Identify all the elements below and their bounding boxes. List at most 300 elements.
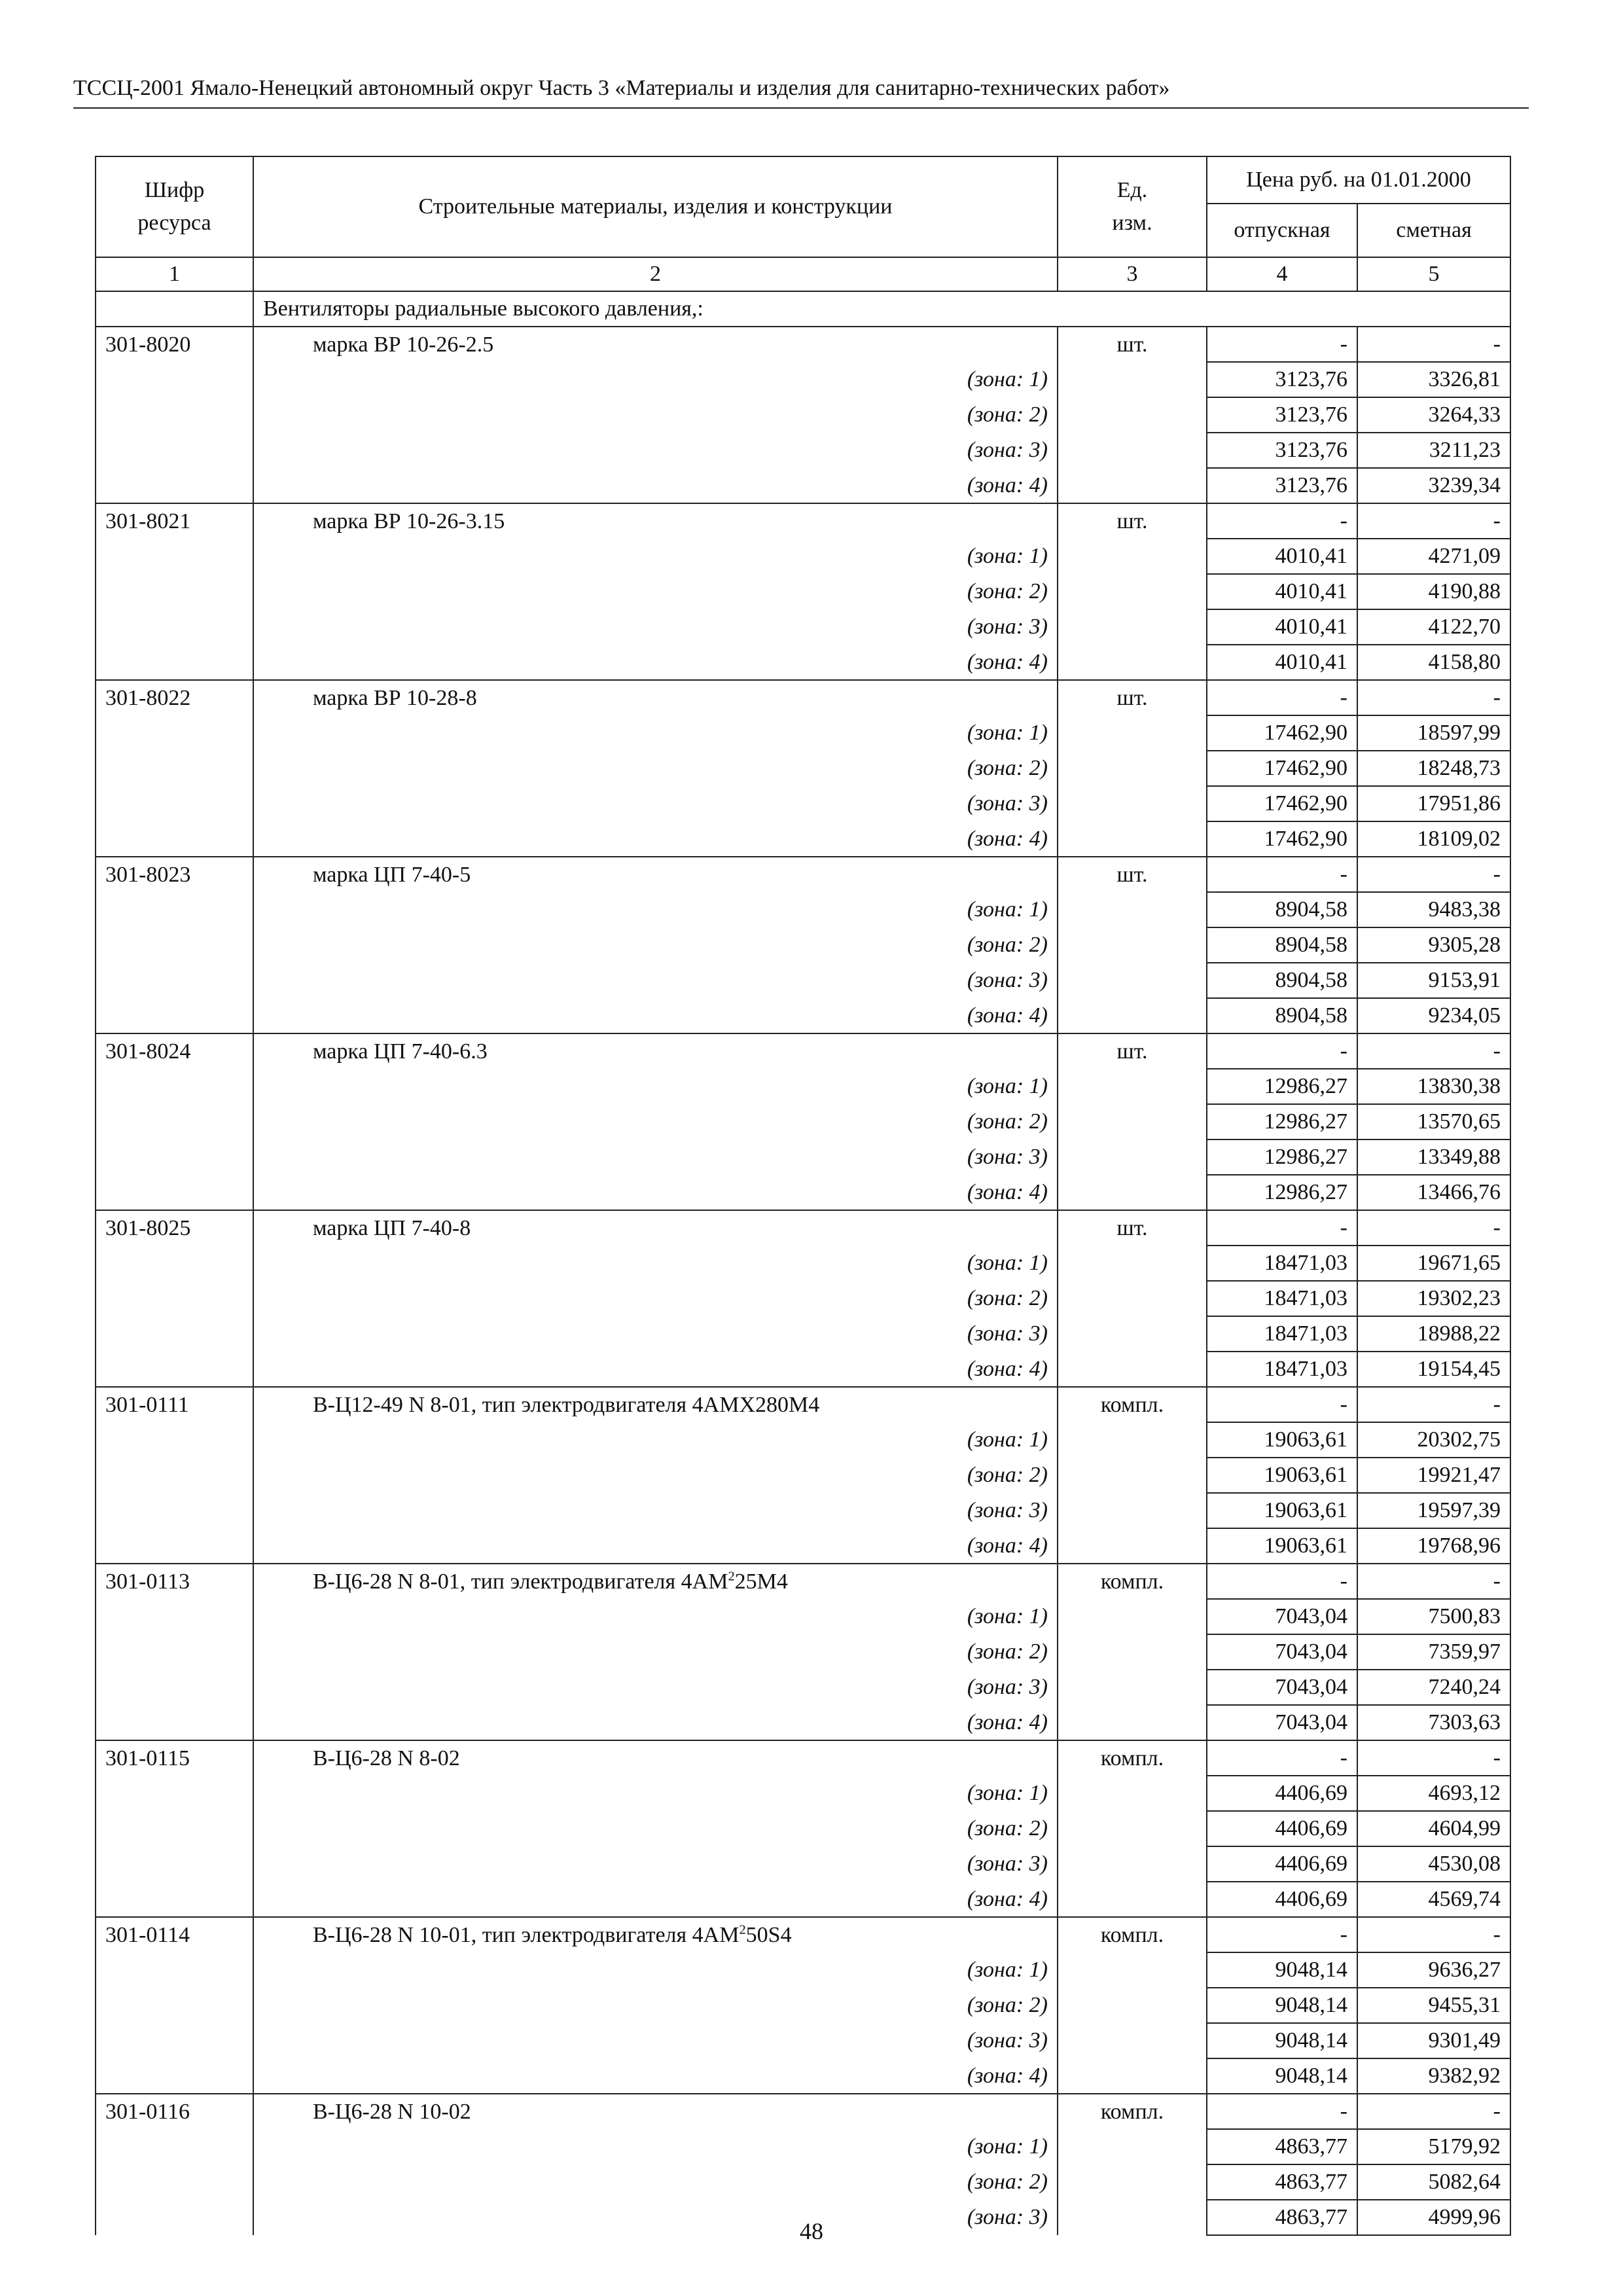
header-code <box>96 156 253 257</box>
zone-estimate-price: 13349,88 <box>1357 1139 1510 1175</box>
zone-code-cell <box>96 1352 253 1387</box>
release-price: - <box>1207 857 1357 892</box>
zone-code-cell <box>96 1705 253 1740</box>
zone-row <box>96 1139 1510 1175</box>
zone-code-cell <box>96 1952 253 1988</box>
zone-estimate-price: 4999,96 <box>1357 2200 1510 2235</box>
item-row <box>96 1740 1510 1776</box>
zone-row <box>96 998 1510 1033</box>
zone-release-price: 17462,90 <box>1207 751 1357 786</box>
price-table <box>95 156 1511 2236</box>
zone-release-price: 8904,58 <box>1207 892 1357 927</box>
zone-code-cell <box>96 2058 253 2094</box>
zone-row <box>96 1882 1510 1917</box>
zone-code-cell <box>96 1281 253 1316</box>
zone-estimate-price: 5179,92 <box>1357 2129 1510 2164</box>
zone-row <box>96 927 1510 963</box>
estimate-price: - <box>1357 1740 1510 1776</box>
zone-code-cell <box>96 2129 253 2164</box>
zone-release-price: 4863,77 <box>1207 2129 1357 2164</box>
zone-release-price: 12986,27 <box>1207 1175 1357 1210</box>
item-row <box>96 857 1510 892</box>
zone-release-price: 17462,90 <box>1207 715 1357 751</box>
zone-code-cell <box>96 1422 253 1458</box>
resource-code: 301-8023 <box>96 857 253 892</box>
zone-label: (зона: 2) <box>253 927 1058 963</box>
material-name <box>253 1917 1058 1952</box>
zone-row <box>96 645 1510 680</box>
release-price: - <box>1207 1387 1357 1422</box>
zone-estimate-price: 18597,99 <box>1357 715 1510 751</box>
unit: компл. <box>1058 1917 1207 1952</box>
zone-code-cell <box>96 574 253 609</box>
header-rule <box>73 107 1529 109</box>
zone-release-price: 9048,14 <box>1207 1952 1357 1988</box>
material-name: марка ВР 10-26-3.15 <box>253 503 1058 539</box>
zone-release-price: 9048,14 <box>1207 2023 1357 2058</box>
zone-row <box>96 1811 1510 1846</box>
zone-unit-cell <box>1058 751 1207 786</box>
zone-estimate-price: 18248,73 <box>1357 751 1510 786</box>
zone-release-price: 9048,14 <box>1207 2058 1357 2094</box>
column-number: 3 <box>1058 257 1207 291</box>
zone-unit-cell <box>1058 821 1207 857</box>
zone-estimate-price: 9636,27 <box>1357 1952 1510 1988</box>
header-estimate-price: сметная <box>1357 204 1510 257</box>
material-name-superscript: 2 <box>739 1922 746 1937</box>
zone-unit-cell <box>1058 1882 1207 1917</box>
zone-row <box>96 433 1510 468</box>
zone-label: (зона: 3) <box>253 433 1058 468</box>
zone-estimate-price: 9483,38 <box>1357 892 1510 927</box>
header-release-price: отпускная <box>1207 204 1357 257</box>
zone-label: (зона: 2) <box>253 397 1058 433</box>
item-row <box>96 503 1510 539</box>
zone-release-price: 4010,41 <box>1207 574 1357 609</box>
resource-code: 301-0111 <box>96 1387 253 1422</box>
zone-release-price: 12986,27 <box>1207 1139 1357 1175</box>
material-name: марка ВР 10-28-8 <box>253 680 1058 715</box>
zone-unit-cell <box>1058 1104 1207 1139</box>
table-body <box>96 291 1510 2235</box>
zone-label: (зона: 2) <box>253 1281 1058 1316</box>
release-price: - <box>1207 1033 1357 1069</box>
group-code-cell <box>96 291 253 327</box>
zone-unit-cell <box>1058 1175 1207 1210</box>
zone-release-price: 8904,58 <box>1207 998 1357 1033</box>
zone-row <box>96 1634 1510 1670</box>
material-name-part: В-Ц6-28 N 10-01, тип электродвигателя 4АМ <box>313 1922 740 1947</box>
release-price: - <box>1207 503 1357 539</box>
zone-estimate-price: 4530,08 <box>1357 1846 1510 1882</box>
zone-code-cell <box>96 786 253 821</box>
zone-row <box>96 715 1510 751</box>
zone-unit-cell <box>1058 1352 1207 1387</box>
zone-row <box>96 1458 1510 1493</box>
zone-unit-cell <box>1058 1846 1207 1882</box>
zone-unit-cell <box>1058 1952 1207 1988</box>
zone-release-price: 4010,41 <box>1207 539 1357 574</box>
zone-release-price: 18471,03 <box>1207 1316 1357 1352</box>
zone-label: (зона: 2) <box>253 1988 1058 2023</box>
zone-unit-cell <box>1058 645 1207 680</box>
zone-unit-cell <box>1058 786 1207 821</box>
zone-label: (зона: 3) <box>253 609 1058 645</box>
release-price: - <box>1207 1210 1357 1246</box>
material-name-part: В-Ц6-28 N 8-01, тип электродвигателя 4АМ <box>313 1569 728 1594</box>
zone-unit-cell <box>1058 2129 1207 2164</box>
column-number: 2 <box>253 257 1058 291</box>
zone-unit-cell <box>1058 1493 1207 1528</box>
zone-row <box>96 1528 1510 1564</box>
zone-code-cell <box>96 1493 253 1528</box>
zone-label: (зона: 3) <box>253 963 1058 998</box>
zone-label: (зона: 3) <box>253 786 1058 821</box>
item-row <box>96 1033 1510 1069</box>
release-price: - <box>1207 1740 1357 1776</box>
zone-row <box>96 362 1510 397</box>
zone-unit-cell <box>1058 574 1207 609</box>
material-name: В-Ц6-28 N 10-02 <box>253 2094 1058 2129</box>
zone-code-cell <box>96 1528 253 1564</box>
zone-row <box>96 2058 1510 2094</box>
zone-label: (зона: 1) <box>253 1246 1058 1281</box>
column-number-row <box>96 257 1510 291</box>
zone-unit-cell <box>1058 927 1207 963</box>
zone-unit-cell <box>1058 1705 1207 1740</box>
zone-label: (зона: 2) <box>253 751 1058 786</box>
zone-label: (зона: 4) <box>253 1882 1058 1917</box>
zone-code-cell <box>96 397 253 433</box>
resource-code: 301-8021 <box>96 503 253 539</box>
zone-label: (зона: 2) <box>253 1811 1058 1846</box>
zone-release-price: 9048,14 <box>1207 1988 1357 2023</box>
zone-release-price: 4863,77 <box>1207 2200 1357 2235</box>
material-name: В-Ц12-49 N 8-01, тип электродвигателя 4АМХ280М4 <box>253 1387 1058 1422</box>
zone-row <box>96 1069 1510 1104</box>
zone-code-cell <box>96 1599 253 1634</box>
zone-row <box>96 821 1510 857</box>
zone-code-cell <box>96 1811 253 1846</box>
material-name-superscript: 2 <box>728 1569 735 1584</box>
zone-unit-cell <box>1058 715 1207 751</box>
zone-label: (зона: 4) <box>253 1352 1058 1387</box>
unit: компл. <box>1058 2094 1207 2129</box>
zone-row <box>96 751 1510 786</box>
zone-unit-cell <box>1058 1811 1207 1846</box>
zone-row <box>96 1952 1510 1988</box>
zone-code-cell <box>96 1246 253 1281</box>
zone-estimate-price: 7500,83 <box>1357 1599 1510 1634</box>
column-number: 4 <box>1207 257 1357 291</box>
resource-code: 301-0114 <box>96 1917 253 1952</box>
zone-code-cell <box>96 1175 253 1210</box>
resource-code: 301-0113 <box>96 1564 253 1599</box>
item-row <box>96 1387 1510 1422</box>
zone-estimate-price: 9234,05 <box>1357 998 1510 1033</box>
zone-unit-cell <box>1058 1422 1207 1458</box>
zone-code-cell <box>96 1846 253 1882</box>
zone-label: (зона: 4) <box>253 2058 1058 2094</box>
unit: компл. <box>1058 1387 1207 1422</box>
resource-code: 301-0116 <box>96 2094 253 2129</box>
release-price: - <box>1207 2094 1357 2129</box>
zone-estimate-price: 17951,86 <box>1357 786 1510 821</box>
zone-unit-cell <box>1058 892 1207 927</box>
zone-estimate-price: 19597,39 <box>1357 1493 1510 1528</box>
zone-row <box>96 1846 1510 1882</box>
zone-code-cell <box>96 1104 253 1139</box>
zone-label: (зона: 4) <box>253 1705 1058 1740</box>
column-number: 5 <box>1357 257 1510 291</box>
zone-unit-cell <box>1058 2164 1207 2200</box>
zone-release-price: 18471,03 <box>1207 1352 1357 1387</box>
zone-label: (зона: 1) <box>253 2129 1058 2164</box>
zone-label: (зона: 3) <box>253 2023 1058 2058</box>
item-row <box>96 327 1510 362</box>
material-name: марка ВР 10-26-2.5 <box>253 327 1058 362</box>
zone-estimate-price: 18988,22 <box>1357 1316 1510 1352</box>
zone-estimate-price: 4271,09 <box>1357 539 1510 574</box>
material-name: В-Ц6-28 N 8-02 <box>253 1740 1058 1776</box>
zone-estimate-price: 19302,23 <box>1357 1281 1510 1316</box>
zone-release-price: 7043,04 <box>1207 1634 1357 1670</box>
zone-label: (зона: 2) <box>253 574 1058 609</box>
release-price: - <box>1207 1917 1357 1952</box>
zone-unit-cell <box>1058 433 1207 468</box>
estimate-price: - <box>1357 857 1510 892</box>
zone-estimate-price: 4569,74 <box>1357 1882 1510 1917</box>
zone-label: (зона: 1) <box>253 1952 1058 1988</box>
zone-label: (зона: 2) <box>253 1634 1058 1670</box>
zone-unit-cell <box>1058 539 1207 574</box>
unit: компл. <box>1058 1740 1207 1776</box>
resource-code: 301-8022 <box>96 680 253 715</box>
zone-label: (зона: 3) <box>253 1139 1058 1175</box>
zone-label: (зона: 3) <box>253 2200 1058 2235</box>
zone-label: (зона: 1) <box>253 715 1058 751</box>
zone-estimate-price: 4190,88 <box>1357 574 1510 609</box>
zone-release-price: 3123,76 <box>1207 397 1357 433</box>
zone-release-price: 17462,90 <box>1207 821 1357 857</box>
estimate-price: - <box>1357 503 1510 539</box>
zone-release-price: 4406,69 <box>1207 1811 1357 1846</box>
material-name-part: 50S4 <box>745 1922 792 1947</box>
zone-release-price: 19063,61 <box>1207 1528 1357 1564</box>
zone-row <box>96 1776 1510 1811</box>
zone-release-price: 3123,76 <box>1207 362 1357 397</box>
zone-estimate-price: 19671,65 <box>1357 1246 1510 1281</box>
zone-row <box>96 2023 1510 2058</box>
zone-row <box>96 574 1510 609</box>
zone-label: (зона: 3) <box>253 1316 1058 1352</box>
zone-estimate-price: 18109,02 <box>1357 821 1510 857</box>
material-name <box>253 1564 1058 1599</box>
zone-label: (зона: 2) <box>253 1458 1058 1493</box>
zone-label: (зона: 4) <box>253 1528 1058 1564</box>
zone-release-price: 7043,04 <box>1207 1599 1357 1634</box>
zone-unit-cell <box>1058 2058 1207 2094</box>
release-price: - <box>1207 1564 1357 1599</box>
zone-code-cell <box>96 751 253 786</box>
zone-label: (зона: 3) <box>253 1670 1058 1705</box>
zone-unit-cell <box>1058 609 1207 645</box>
zone-estimate-price: 4158,80 <box>1357 645 1510 680</box>
zone-row <box>96 1104 1510 1139</box>
zone-unit-cell <box>1058 468 1207 503</box>
zone-code-cell <box>96 539 253 574</box>
zone-unit-cell <box>1058 1316 1207 1352</box>
zone-code-cell <box>96 963 253 998</box>
header-price-group: Цена руб. на 01.01.2000 <box>1207 156 1510 204</box>
zone-release-price: 18471,03 <box>1207 1246 1357 1281</box>
header-code-label: Шифр ресурса <box>137 178 211 235</box>
zone-unit-cell <box>1058 397 1207 433</box>
unit: шт. <box>1058 857 1207 892</box>
zone-estimate-price: 13830,38 <box>1357 1069 1510 1104</box>
zone-label: (зона: 4) <box>253 998 1058 1033</box>
material-name: марка ЦП 7-40-6.3 <box>253 1033 1058 1069</box>
estimate-price: - <box>1357 327 1510 362</box>
zone-label: (зона: 3) <box>253 1493 1058 1528</box>
estimate-price: - <box>1357 1564 1510 1599</box>
header-unit <box>1058 156 1207 257</box>
zone-estimate-price: 13466,76 <box>1357 1175 1510 1210</box>
unit: шт. <box>1058 1210 1207 1246</box>
zone-estimate-price: 9305,28 <box>1357 927 1510 963</box>
zone-estimate-price: 4693,12 <box>1357 1776 1510 1811</box>
zone-label: (зона: 4) <box>253 645 1058 680</box>
zone-code-cell <box>96 433 253 468</box>
zone-release-price: 18471,03 <box>1207 1281 1357 1316</box>
resource-code: 301-8020 <box>96 327 253 362</box>
zone-release-price: 3123,76 <box>1207 433 1357 468</box>
zone-unit-cell <box>1058 1069 1207 1104</box>
zone-label: (зона: 3) <box>253 1846 1058 1882</box>
estimate-price: - <box>1357 1210 1510 1246</box>
zone-unit-cell <box>1058 1246 1207 1281</box>
zone-release-price: 3123,76 <box>1207 468 1357 503</box>
zone-release-price: 4863,77 <box>1207 2164 1357 2200</box>
zone-unit-cell <box>1058 1599 1207 1634</box>
zone-unit-cell <box>1058 1281 1207 1316</box>
header-unit-label: Ед. изм. <box>1112 178 1152 235</box>
zone-release-price: 4010,41 <box>1207 645 1357 680</box>
zone-code-cell <box>96 892 253 927</box>
zone-release-price: 8904,58 <box>1207 963 1357 998</box>
unit: шт. <box>1058 1033 1207 1069</box>
zone-release-price: 7043,04 <box>1207 1705 1357 1740</box>
zone-estimate-price: 20302,75 <box>1357 1422 1510 1458</box>
zone-code-cell <box>96 2023 253 2058</box>
zone-estimate-price: 13570,65 <box>1357 1104 1510 1139</box>
zone-release-price: 12986,27 <box>1207 1104 1357 1139</box>
zone-label: (зона: 4) <box>253 821 1058 857</box>
zone-row <box>96 963 1510 998</box>
zone-unit-cell <box>1058 1988 1207 2023</box>
zone-estimate-price: 3264,33 <box>1357 397 1510 433</box>
zone-release-price: 4406,69 <box>1207 1882 1357 1917</box>
resource-code: 301-0115 <box>96 1740 253 1776</box>
zone-unit-cell <box>1058 1139 1207 1175</box>
document-header: ТССЦ-2001 Ямало-Ненецкий автономный округ Часть 3 «Материалы и изделия для санитарно-технических работ» <box>73 76 1170 100</box>
zone-estimate-price: 9301,49 <box>1357 2023 1510 2058</box>
zone-row <box>96 2129 1510 2164</box>
zone-code-cell <box>96 1670 253 1705</box>
zone-code-cell <box>96 468 253 503</box>
zone-release-price: 19063,61 <box>1207 1493 1357 1528</box>
zone-code-cell <box>96 1069 253 1104</box>
zone-row <box>96 1422 1510 1458</box>
item-row <box>96 1564 1510 1599</box>
zone-row <box>96 786 1510 821</box>
zone-label: (зона: 4) <box>253 468 1058 503</box>
estimate-price: - <box>1357 1387 1510 1422</box>
material-name: марка ЦП 7-40-8 <box>253 1210 1058 1246</box>
release-price: - <box>1207 327 1357 362</box>
zone-label: (зона: 1) <box>253 362 1058 397</box>
zone-code-cell <box>96 645 253 680</box>
zone-row <box>96 1352 1510 1387</box>
estimate-price: - <box>1357 1033 1510 1069</box>
zone-estimate-price: 19768,96 <box>1357 1528 1510 1564</box>
item-row <box>96 1210 1510 1246</box>
zone-release-price: 19063,61 <box>1207 1458 1357 1493</box>
zone-estimate-price: 19154,45 <box>1357 1352 1510 1387</box>
zone-row <box>96 1705 1510 1740</box>
estimate-price: - <box>1357 680 1510 715</box>
zone-label: (зона: 2) <box>253 1104 1058 1139</box>
zone-unit-cell <box>1058 1670 1207 1705</box>
zone-estimate-price: 4604,99 <box>1357 1811 1510 1846</box>
zone-unit-cell <box>1058 1776 1207 1811</box>
column-number: 1 <box>96 257 253 291</box>
unit: компл. <box>1058 1564 1207 1599</box>
resource-code: 301-8024 <box>96 1033 253 1069</box>
zone-row <box>96 397 1510 433</box>
zone-code-cell <box>96 1776 253 1811</box>
zone-unit-cell <box>1058 2023 1207 2058</box>
unit: шт. <box>1058 503 1207 539</box>
zone-release-price: 12986,27 <box>1207 1069 1357 1104</box>
zone-row <box>96 892 1510 927</box>
zone-row <box>96 2164 1510 2200</box>
resource-code: 301-8025 <box>96 1210 253 1246</box>
zone-estimate-price: 7303,63 <box>1357 1705 1510 1740</box>
zone-estimate-price: 7240,24 <box>1357 1670 1510 1705</box>
zone-code-cell <box>96 1458 253 1493</box>
zone-unit-cell <box>1058 1458 1207 1493</box>
zone-label: (зона: 2) <box>253 2164 1058 2200</box>
zone-release-price: 8904,58 <box>1207 927 1357 963</box>
item-row <box>96 2094 1510 2129</box>
zone-estimate-price: 9153,91 <box>1357 963 1510 998</box>
zone-label: (зона: 1) <box>253 1599 1058 1634</box>
zone-unit-cell <box>1058 1528 1207 1564</box>
zone-row <box>96 1281 1510 1316</box>
zone-code-cell <box>96 2164 253 2200</box>
item-row <box>96 680 1510 715</box>
zone-estimate-price: 3326,81 <box>1357 362 1510 397</box>
zone-estimate-price: 5082,64 <box>1357 2164 1510 2200</box>
zone-estimate-price: 4122,70 <box>1357 609 1510 645</box>
zone-row <box>96 1246 1510 1281</box>
zone-code-cell <box>96 362 253 397</box>
zone-code-cell <box>96 1316 253 1352</box>
group-title: Вентиляторы радиальные высокого давления,: <box>253 291 1510 327</box>
material-name-part: 25М4 <box>734 1569 788 1594</box>
zone-row <box>96 1988 1510 2023</box>
